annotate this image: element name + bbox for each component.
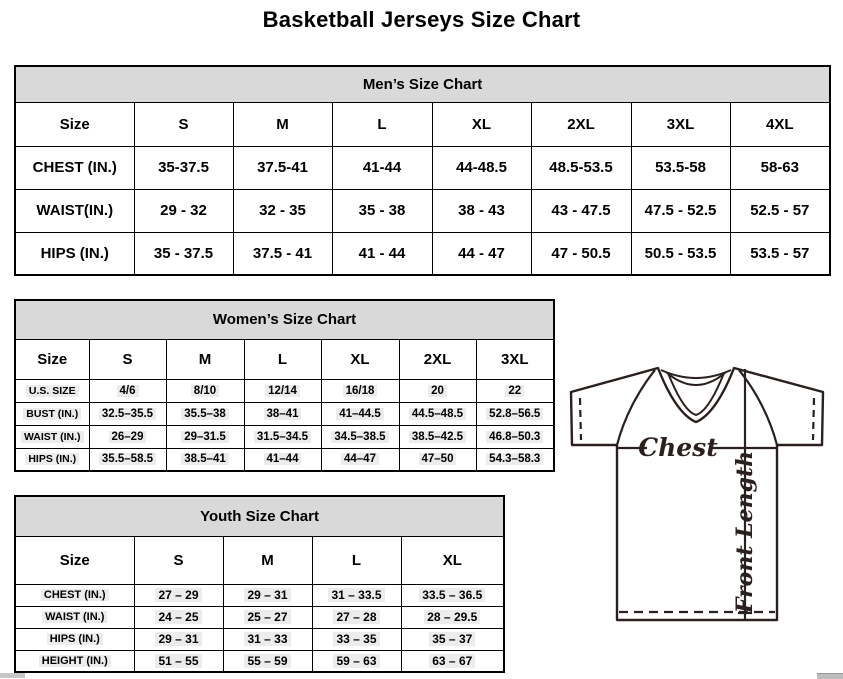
youth-row-label: HIPS (IN.) <box>15 628 134 650</box>
mens-cell: 43 - 47.5 <box>531 189 631 232</box>
womens-bust-row <box>15 402 554 425</box>
womens-col-header: Size <box>15 339 89 379</box>
womens-cell: 38.5–41 <box>166 448 244 471</box>
youth-chart-title: Youth Size Chart <box>15 496 504 536</box>
womens-cell: 12/14 <box>244 379 321 402</box>
womens-col-header: L <box>244 339 321 379</box>
mens-cell: 41 - 44 <box>332 232 432 275</box>
mens-cell: 32 - 35 <box>233 189 332 232</box>
mens-cell: 44-48.5 <box>432 146 531 189</box>
page-title: Basketball Jerseys Size Chart <box>262 7 581 32</box>
mens-cell: 38 - 43 <box>432 189 531 232</box>
womens-row-label: U.S. SIZE <box>15 379 89 402</box>
womens-cell: 44.5–48.5 <box>399 402 476 425</box>
mens-cell: 47.5 - 52.5 <box>631 189 730 232</box>
womens-cell: 32.5–35.5 <box>89 402 166 425</box>
youth-col-header: Size <box>15 536 134 584</box>
womens-us-size-row <box>15 379 554 402</box>
mens-cell: 35-37.5 <box>134 146 233 189</box>
womens-header-row <box>15 339 554 379</box>
womens-cell: 34.5–38.5 <box>321 425 399 448</box>
mens-row-label: CHEST (IN.) <box>15 146 134 189</box>
mens-cell: 37.5-41 <box>233 146 332 189</box>
chest-label: Chest <box>638 433 718 462</box>
mens-cell: 35 - 38 <box>332 189 432 232</box>
mens-cell: 58-63 <box>730 146 830 189</box>
womens-waist-row <box>15 425 554 448</box>
womens-cell: 46.8–50.3 <box>476 425 554 448</box>
mens-col-header: 2XL <box>531 102 631 146</box>
mens-chart-title: Men’s Size Chart <box>15 66 830 102</box>
youth-cell: 51 – 55 <box>134 650 223 672</box>
mens-row-label: WAIST(IN.) <box>15 189 134 232</box>
mens-cell: 48.5-53.5 <box>531 146 631 189</box>
womens-col-header: XL <box>321 339 399 379</box>
mens-waist-row <box>15 189 830 232</box>
youth-height-row <box>15 650 504 672</box>
womens-cell: 29–31.5 <box>166 425 244 448</box>
womens-cell: 38–41 <box>244 402 321 425</box>
mens-cell: 47 - 50.5 <box>531 232 631 275</box>
front-length-label: Front Length <box>732 450 758 614</box>
youth-cell: 31 – 33 <box>223 628 312 650</box>
womens-cell: 22 <box>476 379 554 402</box>
womens-cell: 4/6 <box>89 379 166 402</box>
youth-row-label: CHEST (IN.) <box>15 584 134 606</box>
youth-cell: 33.5 – 36.5 <box>401 584 504 606</box>
youth-row-label: WAIST (IN.) <box>15 606 134 628</box>
youth-cell: 33 – 35 <box>312 628 401 650</box>
womens-cell: 52.8–56.5 <box>476 402 554 425</box>
mens-hips-row <box>15 232 830 275</box>
youth-cell: 29 – 31 <box>134 628 223 650</box>
womens-col-header: 2XL <box>399 339 476 379</box>
mens-header-row <box>15 102 830 146</box>
horizontal-scrollbar-left-fragment[interactable] <box>0 673 25 678</box>
womens-chart-title: Women’s Size Chart <box>15 300 554 339</box>
youth-size-chart-table <box>14 495 505 673</box>
mens-cell: 29 - 32 <box>134 189 233 232</box>
youth-cell: 55 – 59 <box>223 650 312 672</box>
mens-cell: 53.5 - 57 <box>730 232 830 275</box>
womens-hips-row <box>15 448 554 471</box>
youth-cell: 24 – 25 <box>134 606 223 628</box>
mens-row-label: HIPS (IN.) <box>15 232 134 275</box>
youth-cell: 63 – 67 <box>401 650 504 672</box>
youth-cell: 27 – 29 <box>134 584 223 606</box>
womens-col-header: 3XL <box>476 339 554 379</box>
youth-col-header: M <box>223 536 312 584</box>
womens-cell: 44–47 <box>321 448 399 471</box>
womens-cell: 16/18 <box>321 379 399 402</box>
womens-col-header: S <box>89 339 166 379</box>
youth-cell: 27 – 28 <box>312 606 401 628</box>
womens-cell: 38.5–42.5 <box>399 425 476 448</box>
mens-cell: 41-44 <box>332 146 432 189</box>
youth-header-row <box>15 536 504 584</box>
mens-cell: 37.5 - 41 <box>233 232 332 275</box>
jersey-measurement-diagram <box>556 356 838 628</box>
womens-row-label: HIPS (IN.) <box>15 448 89 471</box>
womens-cell: 54.3–58.3 <box>476 448 554 471</box>
mens-cell: 52.5 - 57 <box>730 189 830 232</box>
womens-cell: 41–44 <box>244 448 321 471</box>
womens-size-chart-table <box>14 299 555 472</box>
horizontal-scrollbar-right-fragment[interactable] <box>817 673 843 679</box>
youth-col-header: S <box>134 536 223 584</box>
youth-col-header: XL <box>401 536 504 584</box>
youth-cell: 25 – 27 <box>223 606 312 628</box>
youth-row-label: HEIGHT (IN.) <box>15 650 134 672</box>
womens-row-label: BUST (IN.) <box>15 402 89 425</box>
youth-cell: 29 – 31 <box>223 584 312 606</box>
womens-cell: 41–44.5 <box>321 402 399 425</box>
mens-col-header: 3XL <box>631 102 730 146</box>
mens-cell: 50.5 - 53.5 <box>631 232 730 275</box>
mens-col-header: 4XL <box>730 102 830 146</box>
mens-col-header: XL <box>432 102 531 146</box>
mens-col-header: Size <box>15 102 134 146</box>
mens-cell: 44 - 47 <box>432 232 531 275</box>
womens-cell: 47–50 <box>399 448 476 471</box>
womens-cell: 31.5–34.5 <box>244 425 321 448</box>
youth-col-header: L <box>312 536 401 584</box>
womens-cell: 8/10 <box>166 379 244 402</box>
youth-waist-row <box>15 606 504 628</box>
mens-col-header: S <box>134 102 233 146</box>
mens-cell: 35 - 37.5 <box>134 232 233 275</box>
mens-col-header: L <box>332 102 432 146</box>
mens-col-header: M <box>233 102 332 146</box>
mens-cell: 53.5-58 <box>631 146 730 189</box>
womens-cell: 26–29 <box>89 425 166 448</box>
youth-chest-row <box>15 584 504 606</box>
youth-cell: 59 – 63 <box>312 650 401 672</box>
mens-size-chart-table <box>14 65 831 276</box>
womens-cell: 35.5–38 <box>166 402 244 425</box>
womens-cell: 20 <box>399 379 476 402</box>
youth-cell: 35 – 37 <box>401 628 504 650</box>
jersey-outline-icon <box>571 368 823 620</box>
womens-col-header: M <box>166 339 244 379</box>
youth-hips-row <box>15 628 504 650</box>
youth-cell: 31 – 33.5 <box>312 584 401 606</box>
youth-cell: 28 – 29.5 <box>401 606 504 628</box>
womens-cell: 35.5–58.5 <box>89 448 166 471</box>
mens-chest-row <box>15 146 830 189</box>
womens-row-label: WAIST (IN.) <box>15 425 89 448</box>
